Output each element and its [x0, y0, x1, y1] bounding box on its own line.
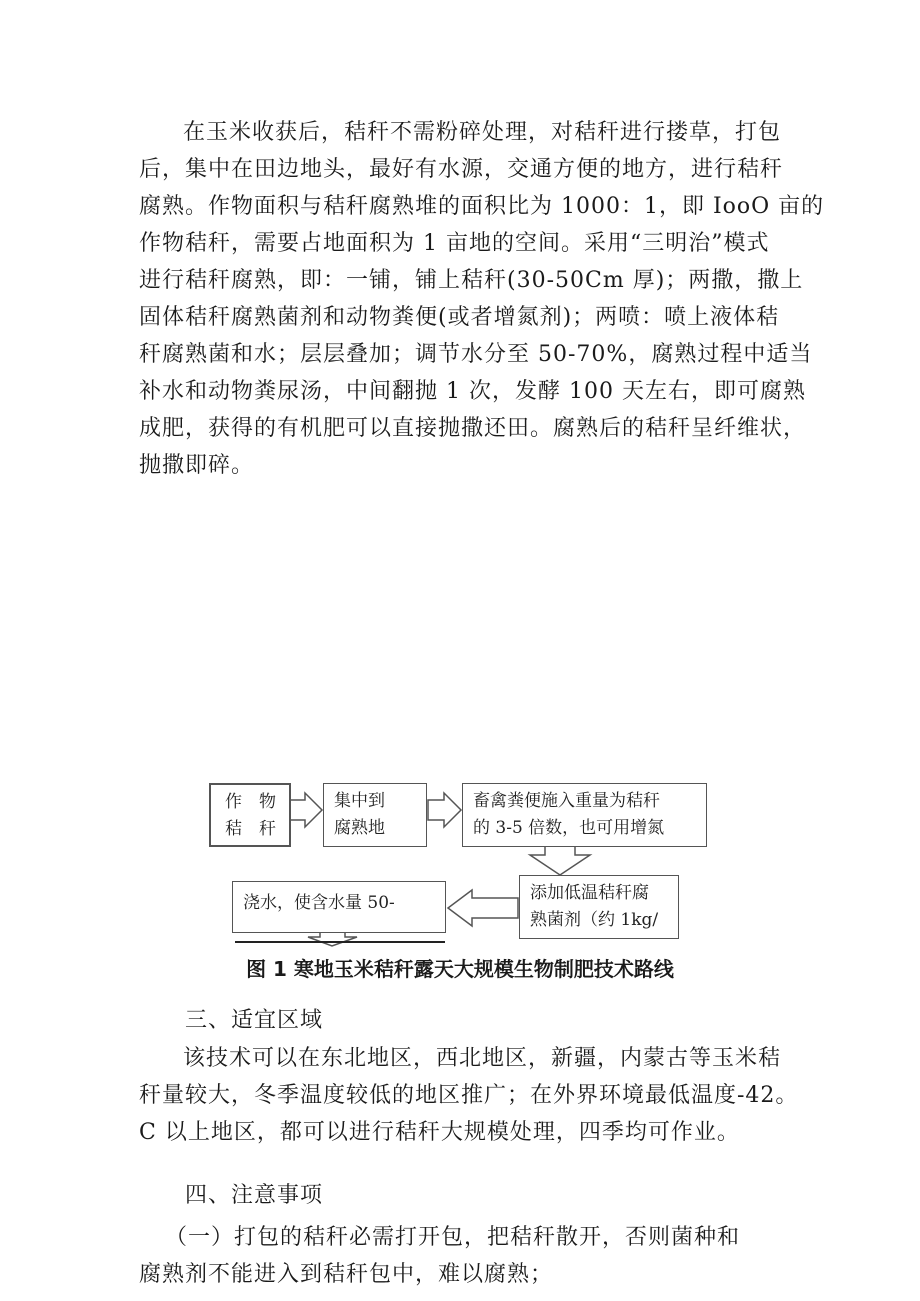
figure-caption: 图 1 寒地玉米秸秆露天大规模生物制肥技术路线: [246, 957, 674, 981]
flow-box-crop-straw: 作 物 秸 秆: [209, 783, 291, 847]
text-line: C 以上地区，都可以进行秸秆大规模处理，四季均可作业。: [139, 1120, 740, 1145]
text-line: 腐熟剂不能进入到秸秆包中，难以腐熟；: [139, 1262, 554, 1287]
arrow-right-1: [290, 793, 322, 827]
text-line: 秆量较大，冬季温度较低的地区推广；在外界环境最低温度-42。: [139, 1083, 799, 1108]
section-heading: 四、注意事项: [185, 1183, 324, 1208]
arrow-left-1: [448, 890, 518, 926]
section-heading: 三、适宜区域: [185, 1008, 324, 1033]
flow-box-water: 浇水，使含水量 50-: [232, 881, 446, 933]
section3-paragraph: [139, 1040, 799, 1151]
text-line: 固体秸秆腐熟菌剂和动物粪便(或者增氮剂)；两喷：喷上液体秸: [139, 305, 780, 330]
arrow-down-1: [530, 845, 590, 875]
text-line: 成肥，获得的有机肥可以直接抛撒还田。腐熟后的秸秆呈纤维状，: [139, 416, 807, 441]
text-line: 腐熟。作物面积与秸秆腐熟堆的面积比为 1000：1，即 IooO 亩的: [139, 194, 825, 219]
text-line: 该技术可以在东北地区，西北地区，新疆，内蒙古等玉米秸: [183, 1046, 782, 1071]
text-line: 抛撒即碎。: [139, 453, 255, 478]
arrow-down-2: [308, 932, 357, 946]
text-line: 在玉米收获后，秸秆不需粉碎处理，对秸秆进行搂草，打包: [183, 120, 782, 145]
text-line: 作物秸秆，需要占地面积为 1 亩地的空间。采用“三明治”模式: [139, 231, 770, 256]
text-line: （一）打包的秸秆必需打开包，把秸秆散开，否则菌种和: [165, 1225, 741, 1250]
text-line: 秆腐熟菌和水；层层叠加；调节水分至 50-70%，腐熟过程中适当: [139, 342, 813, 367]
text-line: 补水和动物粪尿汤，中间翻抛 1 次，发酵 100 天左右，即可腐熟: [139, 379, 806, 404]
text-line: 进行秸秆腐熟，即：一铺，铺上秸秆(30-50Cm 厚)；两撒，撒上: [139, 268, 804, 293]
flow-box-add-agent: 添加低温秸秆腐 熟菌剂（约 1kg/: [519, 875, 679, 939]
flow-box-manure: 畜禽粪便施入重量为秸秆 的 3-5 倍数，也可用增氮: [462, 783, 707, 847]
flow-box-collect: 集中到 腐熟地: [323, 783, 427, 847]
arrow-right-2: [428, 793, 461, 827]
section4-paragraph: [139, 1219, 789, 1293]
text-line: 后，集中在田边地头，最好有水源，交通方便的地方，进行秸秆: [139, 157, 784, 182]
